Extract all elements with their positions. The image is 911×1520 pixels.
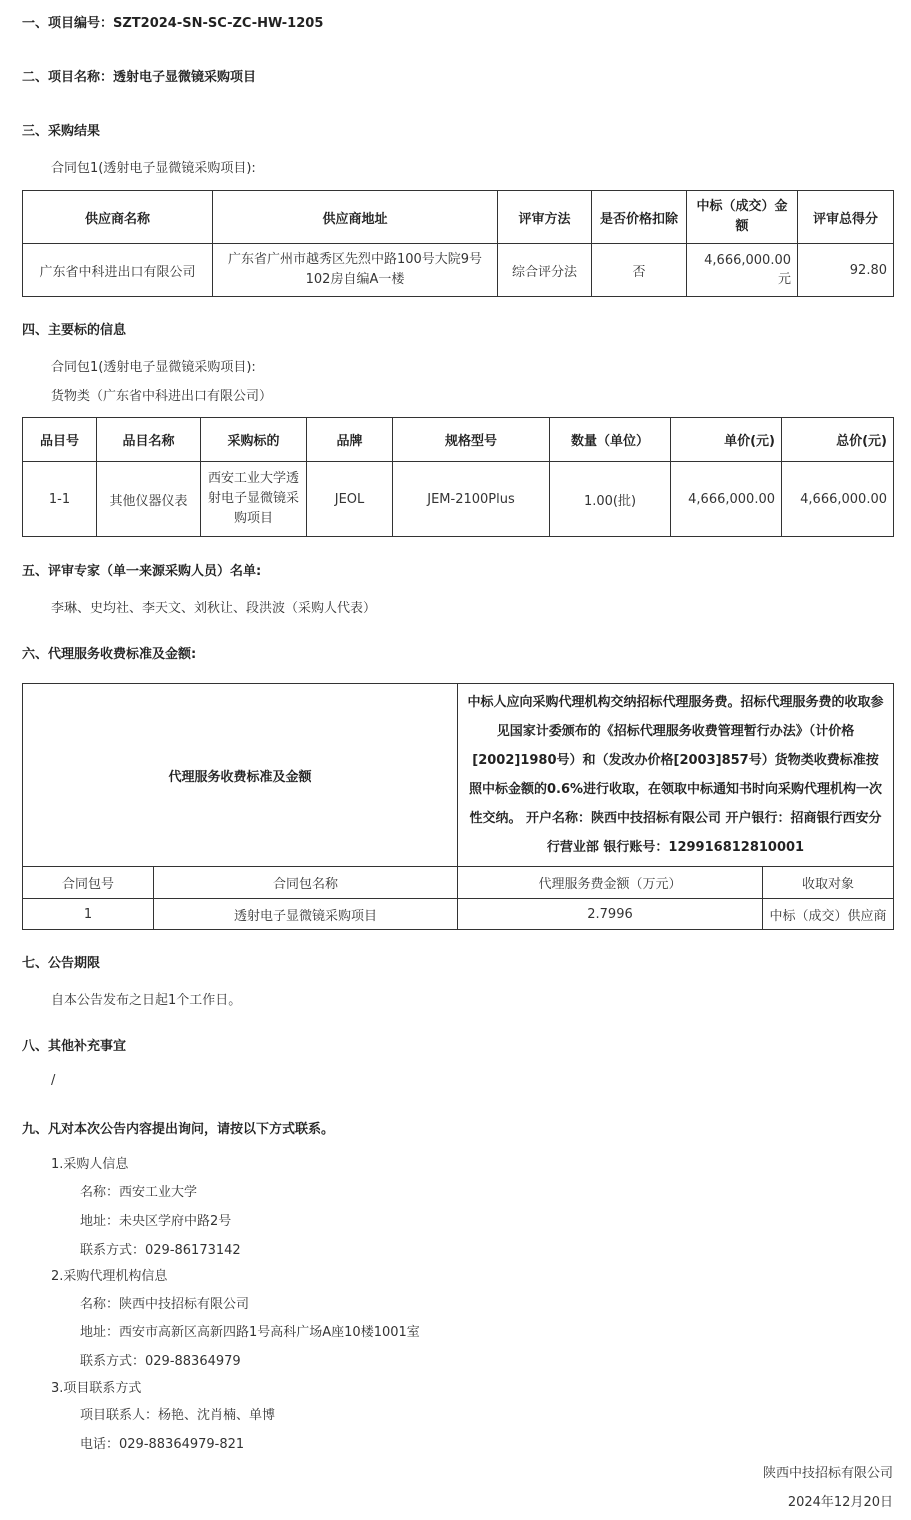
col-total-score: 评审总得分	[798, 191, 894, 244]
cell-review-method: 综合评分法	[498, 244, 592, 297]
cell-item-no: 1-1	[23, 462, 97, 537]
cell-supplier-name: 广东省中科进出口有限公司	[23, 244, 213, 297]
agency-address: 地址：西安市高新区高新四路1号高科广场A座10楼1001室	[80, 1325, 420, 1340]
table-row	[23, 462, 894, 537]
agency-name: 名称：陕西中技招标有限公司	[80, 1297, 250, 1312]
section-procurement-result: 三、采购结果	[22, 124, 101, 139]
section-contact: 九、凡对本次公告内容提出询问，请按以下方式联系。	[22, 1122, 335, 1137]
cell-fee-payer: 中标（成交）供应商	[763, 899, 894, 930]
col-supplier-address: 供应商地址	[213, 191, 498, 244]
purchaser-phone: 联系方式：029-86173142	[80, 1243, 241, 1258]
cell-package-no: 1	[23, 899, 154, 930]
cell-quantity: 1.00(批)	[550, 462, 671, 537]
cell-supplier-address: 广东省广州市越秀区先烈中路100号大院9号102房自编A一楼	[213, 244, 498, 297]
items-category-label: 货物类（广东省中科进出口有限公司）	[51, 389, 273, 404]
result-table	[22, 190, 894, 297]
col-item-no: 品目号	[23, 418, 97, 462]
col-package-no: 合同包号	[23, 867, 154, 899]
cell-procurement-target: 西安工业大学透射电子显微镜采购项目	[201, 462, 307, 537]
col-model: 规格型号	[393, 418, 550, 462]
contact-title: 3.项目联系方式	[51, 1381, 142, 1396]
fee-standard-label: 代理服务收费标准及金额	[23, 684, 458, 867]
notice-period-text: 自本公告发布之日起1个工作日。	[51, 993, 242, 1008]
cell-brand: JEOL	[307, 462, 393, 537]
purchaser-title: 1.采购人信息	[51, 1157, 129, 1172]
col-fee-payer: 收取对象	[763, 867, 894, 899]
table-row	[23, 244, 894, 297]
cell-price-deduction: 否	[592, 244, 687, 297]
footer-organization: 陕西中技招标有限公司	[762, 1466, 893, 1481]
contact-people: 项目联系人：杨艳、沈肖楠、单博	[80, 1408, 276, 1423]
col-supplier-name: 供应商名称	[23, 191, 213, 244]
cell-total-price: 4,666,000.00	[782, 462, 894, 537]
agency-phone: 联系方式：029-88364979	[80, 1354, 241, 1369]
contact-phone: 电话：029-88364979-821	[80, 1437, 245, 1452]
project-number-label: 一、项目编号：	[22, 16, 114, 31]
cell-total-score: 92.80	[798, 244, 894, 297]
col-total-price: 总价(元)	[782, 418, 894, 462]
col-brand: 品牌	[307, 418, 393, 462]
col-item-name: 品目名称	[97, 418, 201, 462]
other-matters-text: /	[51, 1073, 56, 1088]
col-package-name: 合同包名称	[154, 867, 458, 899]
fee-standard-text: 中标人应向采购代理机构交纳招标代理服务费。招标代理服务费的收取参见国家计委颁布的《招标代理服务收费管理暂行办法》（计价格[2002]1980号）和（发改办价格[2003]857号）货物类收费标准按照中标金额的0.6%进行收取，在领取中标通知书时向采购代理机构一次性交纳。 开户名称：陕西中技招标有限公司 开户银行：招商银行西安分行营业部 银行账号：129916812810001	[458, 684, 894, 867]
expert-names: 李琳、史均社、李天文、刘秋让、段洪波（采购人代表）	[51, 601, 377, 616]
cell-award-amount: 4,666,000.00元	[687, 244, 798, 297]
col-fee-amount: 代理服务费金额（万元）	[458, 867, 763, 899]
purchaser-name: 名称：西安工业大学	[80, 1185, 198, 1200]
result-package-label: 合同包1(透射电子显微镜采购项目):	[51, 161, 256, 176]
cell-unit-price: 4,666,000.00	[671, 462, 782, 537]
table-row	[23, 684, 894, 867]
result-table-header	[23, 191, 894, 244]
section-main-items: 四、主要标的信息	[22, 323, 127, 338]
agency-title: 2.采购代理机构信息	[51, 1269, 168, 1284]
col-price-deduction: 是否价格扣除	[592, 191, 687, 244]
col-quantity: 数量（单位）	[550, 418, 671, 462]
items-table	[22, 417, 894, 537]
section-notice-period: 七、公告期限	[22, 956, 101, 971]
fee-amount-header	[23, 867, 894, 899]
project-name-label: 二、项目名称：	[22, 70, 114, 85]
purchaser-address: 地址：未央区学府中路2号	[80, 1214, 232, 1229]
col-award-amount: 中标（成交）金额	[687, 191, 798, 244]
cell-model: JEM-2100Plus	[393, 462, 550, 537]
cell-item-name: 其他仪器仪表	[97, 462, 201, 537]
table-row	[23, 899, 894, 930]
cell-fee-amount: 2.7996	[458, 899, 763, 930]
items-package-label: 合同包1(透射电子显微镜采购项目):	[51, 360, 256, 375]
fee-amount-table	[22, 866, 894, 930]
col-review-method: 评审方法	[498, 191, 592, 244]
section-agency-fee: 六、代理服务收费标准及金额:	[22, 647, 197, 662]
project-number-value: SZT2024-SN-SC-ZC-HW-1205	[113, 16, 324, 31]
cell-package-name: 透射电子显微镜采购项目	[154, 899, 458, 930]
section-other-matters: 八、其他补充事宜	[22, 1039, 127, 1054]
section-experts: 五、评审专家（单一来源采购人员）名单:	[22, 564, 262, 579]
project-number	[22, 12, 323, 31]
col-procurement-target: 采购标的	[201, 418, 307, 462]
fee-standard-table	[22, 683, 894, 867]
project-name	[22, 66, 256, 85]
items-table-header	[23, 418, 894, 462]
col-unit-price: 单价(元)	[671, 418, 782, 462]
footer-date: 2024年12月20日	[787, 1495, 893, 1510]
project-name-value: 透射电子显微镜采购项目	[113, 70, 257, 85]
